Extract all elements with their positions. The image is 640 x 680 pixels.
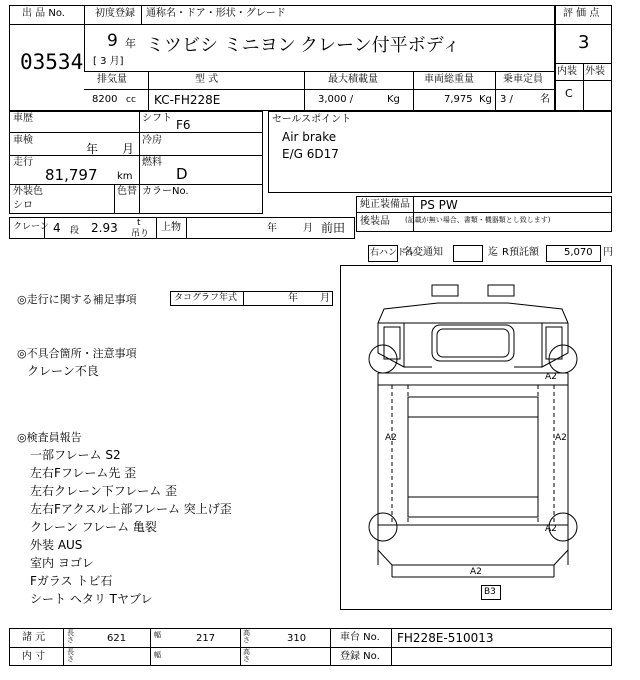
upper-month-unit: 月 [303, 223, 313, 234]
inspector-item: 左右クレーン下フレーム 歪 [30, 484, 178, 498]
score-label: 評 価 点 [563, 8, 600, 19]
color-swap-label: 色替 [117, 186, 137, 197]
exterior-color-label: 外装色 [13, 186, 43, 197]
capacity-value: 3 / [500, 94, 513, 105]
chassis-label: 車台 No. [340, 632, 380, 643]
deadline-label: 迄 [488, 247, 498, 258]
steering-value: 右ハンドル [370, 248, 416, 258]
interior-grade-label: 内装 [557, 66, 577, 77]
sales-points-label: セールスポイント [272, 114, 352, 125]
inspector-item: 室内 ヨゴレ [30, 556, 94, 570]
fuel-label: 燃料 [142, 157, 162, 168]
capacity-label: 乗車定員 [503, 74, 543, 85]
crane-stages: 4 [53, 221, 61, 235]
inspector-report-label: ◎検査員報告 [17, 431, 82, 444]
width-label: 幅 [154, 631, 161, 639]
model-label: 型 式 [195, 74, 219, 85]
fuel-value: D [176, 165, 188, 183]
aftermarket-note: (記載が無い場合、書類・機器類とし致します) [405, 216, 551, 224]
exterior-grade-label: 外装 [585, 66, 605, 77]
gross-weight-label: 車両総重量 [424, 74, 474, 85]
tacho-year-unit: 年 [288, 293, 298, 304]
crane-capacity-unit: t [137, 218, 141, 228]
lot-number: 03534 [20, 50, 84, 74]
crane-capacity: 2.93 [91, 221, 118, 235]
max-load-value: 3,000 / [318, 94, 354, 105]
header-frame [9, 5, 555, 111]
factory-options-value: PS PW [420, 198, 458, 212]
spec-label: 諸 元 [22, 632, 46, 643]
inspection-month-unit: 月 [122, 142, 135, 156]
upper-year-unit: 年 [267, 223, 277, 234]
gross-weight-unit: Kg [479, 94, 492, 105]
interior-height-label: 高さ [243, 648, 250, 663]
recycle-label: R預託額 [502, 247, 539, 258]
shift-value: F6 [176, 118, 191, 132]
lot-label: 出 品 No. [22, 8, 65, 19]
vehicle-diagram [340, 265, 612, 610]
details-frame [9, 111, 263, 214]
length-label: 長さ [67, 629, 74, 644]
inspection-label: 車検 [13, 135, 33, 146]
mileage-unit: km [117, 171, 133, 182]
inspector-item: Fガラス トビ石 [30, 574, 113, 588]
inspection-year-unit: 年 [86, 142, 99, 156]
shift-label: シフト [142, 113, 172, 124]
first-registration-month: [ 3 月] [93, 56, 124, 67]
crane-label: クレーン [13, 222, 49, 232]
body-type: クレーン付平ボディ [300, 35, 461, 56]
sales-point-1: Air brake [282, 130, 337, 144]
tacho-month-unit: 月 [320, 293, 330, 304]
inspector-item: 左右Fフレーム先 歪 [30, 466, 137, 480]
interior-dimensions-label: 内 寸 [22, 651, 46, 662]
length-value: 621 [107, 633, 127, 644]
damage-mark-rear-right: A2 [545, 524, 557, 534]
registration-label: 登録 No. [340, 651, 380, 662]
displacement-label: 排気量 [97, 74, 127, 85]
interior-grade: C [565, 87, 573, 100]
first-registration-year-unit: 年 [125, 37, 136, 50]
defect-item: クレーン不良 [27, 364, 99, 378]
upper-maker: 前田 [321, 221, 346, 235]
damage-mark-cab-right: A2 [545, 372, 557, 382]
damage-mark-right-side: A2 [555, 433, 567, 443]
first-registration-year: 9 [107, 31, 118, 51]
defects-label: ◎不具合箇所・注意事項 [17, 347, 137, 360]
driving-notes-label: ◎走行に関する補足事項 [17, 293, 137, 306]
damage-mark-left-side: A2 [385, 433, 397, 443]
mileage-value: 81,797 [45, 166, 98, 184]
displacement-unit: cc [126, 95, 136, 105]
sales-point-2: E/G 6D17 [282, 147, 339, 161]
inspector-item: クレーン フレーム 亀裂 [30, 520, 157, 534]
tacho-label: タコグラフ年式 [174, 293, 238, 303]
color-number-label: カラーNo. [142, 186, 189, 197]
damage-mark-rear: A2 [470, 567, 482, 577]
crane-hook-label: 吊り [131, 229, 150, 239]
crane-stage-unit: 段 [70, 226, 80, 236]
interior-length-label: 長さ [67, 648, 74, 663]
capacity-unit: 名 [540, 94, 550, 105]
factory-options-label: 純正装備品 [360, 199, 410, 210]
inspector-item: シート ヘタリ Tヤブレ [30, 592, 153, 606]
vehicle-name: ミツビシ ミニヨン [146, 35, 296, 56]
first-registration-label: 初度登録 [95, 8, 135, 19]
displacement-value: 8200 [92, 94, 118, 105]
mileage-label: 走行 [13, 157, 33, 168]
aftermarket-label: 後装品 [360, 216, 390, 227]
interior-width-label: 幅 [154, 651, 161, 659]
recycle-unit: 円 [603, 247, 613, 258]
upper-label: 上物 [161, 222, 181, 233]
height-value: 310 [287, 633, 307, 644]
history-label: 車歴 [13, 113, 33, 124]
gross-weight-value: 7,975 [444, 94, 473, 105]
recycle-amount: 5,070 [564, 247, 593, 258]
damage-mark-bumper: B3 [484, 587, 496, 597]
max-load-label: 最大積載量 [328, 74, 378, 85]
width-value: 217 [196, 633, 216, 644]
chassis-number: FH228E-510013 [397, 631, 494, 645]
inspector-item: 外装 AUS [30, 538, 83, 552]
name-change-box [453, 245, 483, 262]
vehicle-name-label: 通称名・ドア・形状・グレード [146, 8, 286, 19]
score-value: 3 [578, 32, 590, 53]
name-change-label: 名変通知 [403, 247, 443, 258]
height-label: 高さ [243, 629, 250, 644]
model-value: KC-FH228E [154, 93, 221, 107]
inspector-item: 左右Fアクスル上部フレーム 突上げ歪 [30, 502, 232, 516]
inspector-item: 一部フレーム S2 [30, 448, 121, 462]
ac-label: 冷房 [142, 135, 162, 146]
exterior-color-value: シロ [13, 200, 33, 211]
max-load-unit: Kg [387, 94, 400, 105]
